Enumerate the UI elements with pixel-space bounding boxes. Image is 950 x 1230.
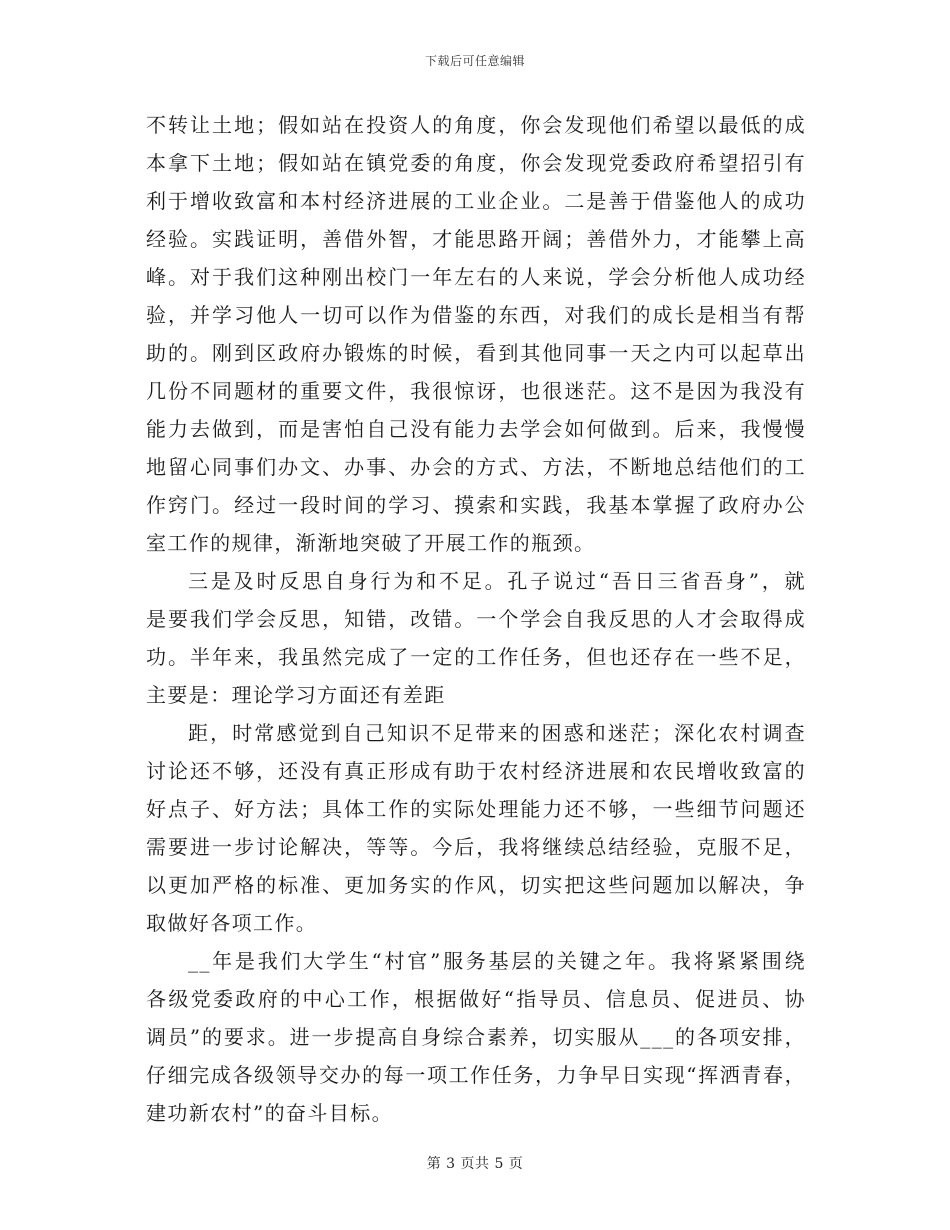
document-body: [146, 106, 806, 1132]
text-line: 讨论还不够，还没有真正形成有助于农村经济进展和农民增收致富的: [146, 759, 806, 783]
text-line: 主要是：理论学习方面还有差距: [146, 683, 446, 707]
text-line: 各级党委政府的中心工作，根据做好“指导员、信息员、促进员、协: [146, 987, 806, 1011]
page-number-footer: 第 3 页共 5 页: [426, 1156, 524, 1172]
text-line: 需要进一步讨论解决，等等。今后，我将继续总结经验，克服不足，: [146, 835, 806, 859]
text-line: 本拿下土地；假如站在镇党委的角度，你会发现党委政府希望招引有: [146, 151, 806, 175]
text-line: 利于增收致富和本村经济进展的工业企业。二是善于借鉴他人的成功: [146, 189, 806, 213]
text-line: 几份不同题材的重要文件，我很惊讶，也很迷茫。这不是因为我没有: [146, 379, 806, 403]
text-line: 好点子、好方法；具体工作的实际处理能力还不够，一些细节问题还: [146, 797, 806, 821]
text-line: 峰。对于我们这种刚出校门一年左右的人来说，学会分析他人成功经: [146, 265, 806, 289]
paragraph-start-line: __年是我们大学生“村官”服务基层的关键之年。我将紧紧围绕: [188, 949, 806, 973]
text-line: 经验。实践证明，善借外智，才能思路开阔；善借外力，才能攀上高: [146, 227, 806, 251]
paragraph-start-line: 距，时常感觉到自己知识不足带来的困惑和迷茫；深化农村调查: [188, 721, 806, 745]
text-line: 助的。刚到区政府办锻炼的时候，看到其他同事一天之内可以起草出: [146, 341, 806, 365]
page-header: 下载后可任意编辑: [424, 54, 525, 68]
text-line: 能力去做到，而是害怕自己没有能力去学会如何做到。后来，我慢慢: [146, 417, 806, 441]
text-line: 仔细完成各级领导交办的每一项工作任务，力争早日实现“挥洒青春，: [146, 1063, 806, 1087]
text-line: 验，并学习他人一切可以作为借鉴的东西，对我们的成长是相当有帮: [146, 303, 806, 327]
text-line: 作窍门。经过一段时间的学习、摸索和实践，我基本掌握了政府办公: [146, 493, 806, 517]
paragraph-start-line: 三是及时反思自身行为和不足。孔子说过“吾日三省吾身”，就: [188, 569, 806, 593]
text-line: 不转让土地；假如站在投资人的角度，你会发现他们希望以最低的成: [146, 113, 806, 137]
text-line: 取做好各项工作。: [146, 911, 318, 935]
text-line: 室工作的规律，渐渐地突破了开展工作的瓶颈。: [146, 531, 596, 555]
text-line: 以更加严格的标准、更加务实的作风，切实把这些问题加以解决，争: [146, 873, 806, 897]
text-line: 是要我们学会反思，知错，改错。一个学会自我反思的人才会取得成: [146, 607, 806, 631]
text-line: 功。半年来，我虽然完成了一定的工作任务，但也还存在一些不足，: [146, 645, 806, 669]
text-line: 地留心同事们办文、办事、办会的方式、方法，不断地总结他们的工: [146, 455, 806, 479]
text-line: 建功新农村”的奋斗目标。: [146, 1101, 394, 1125]
text-line: 调员”的要求。进一步提高自身综合素养，切实服从___的各项安排，: [146, 1025, 806, 1049]
